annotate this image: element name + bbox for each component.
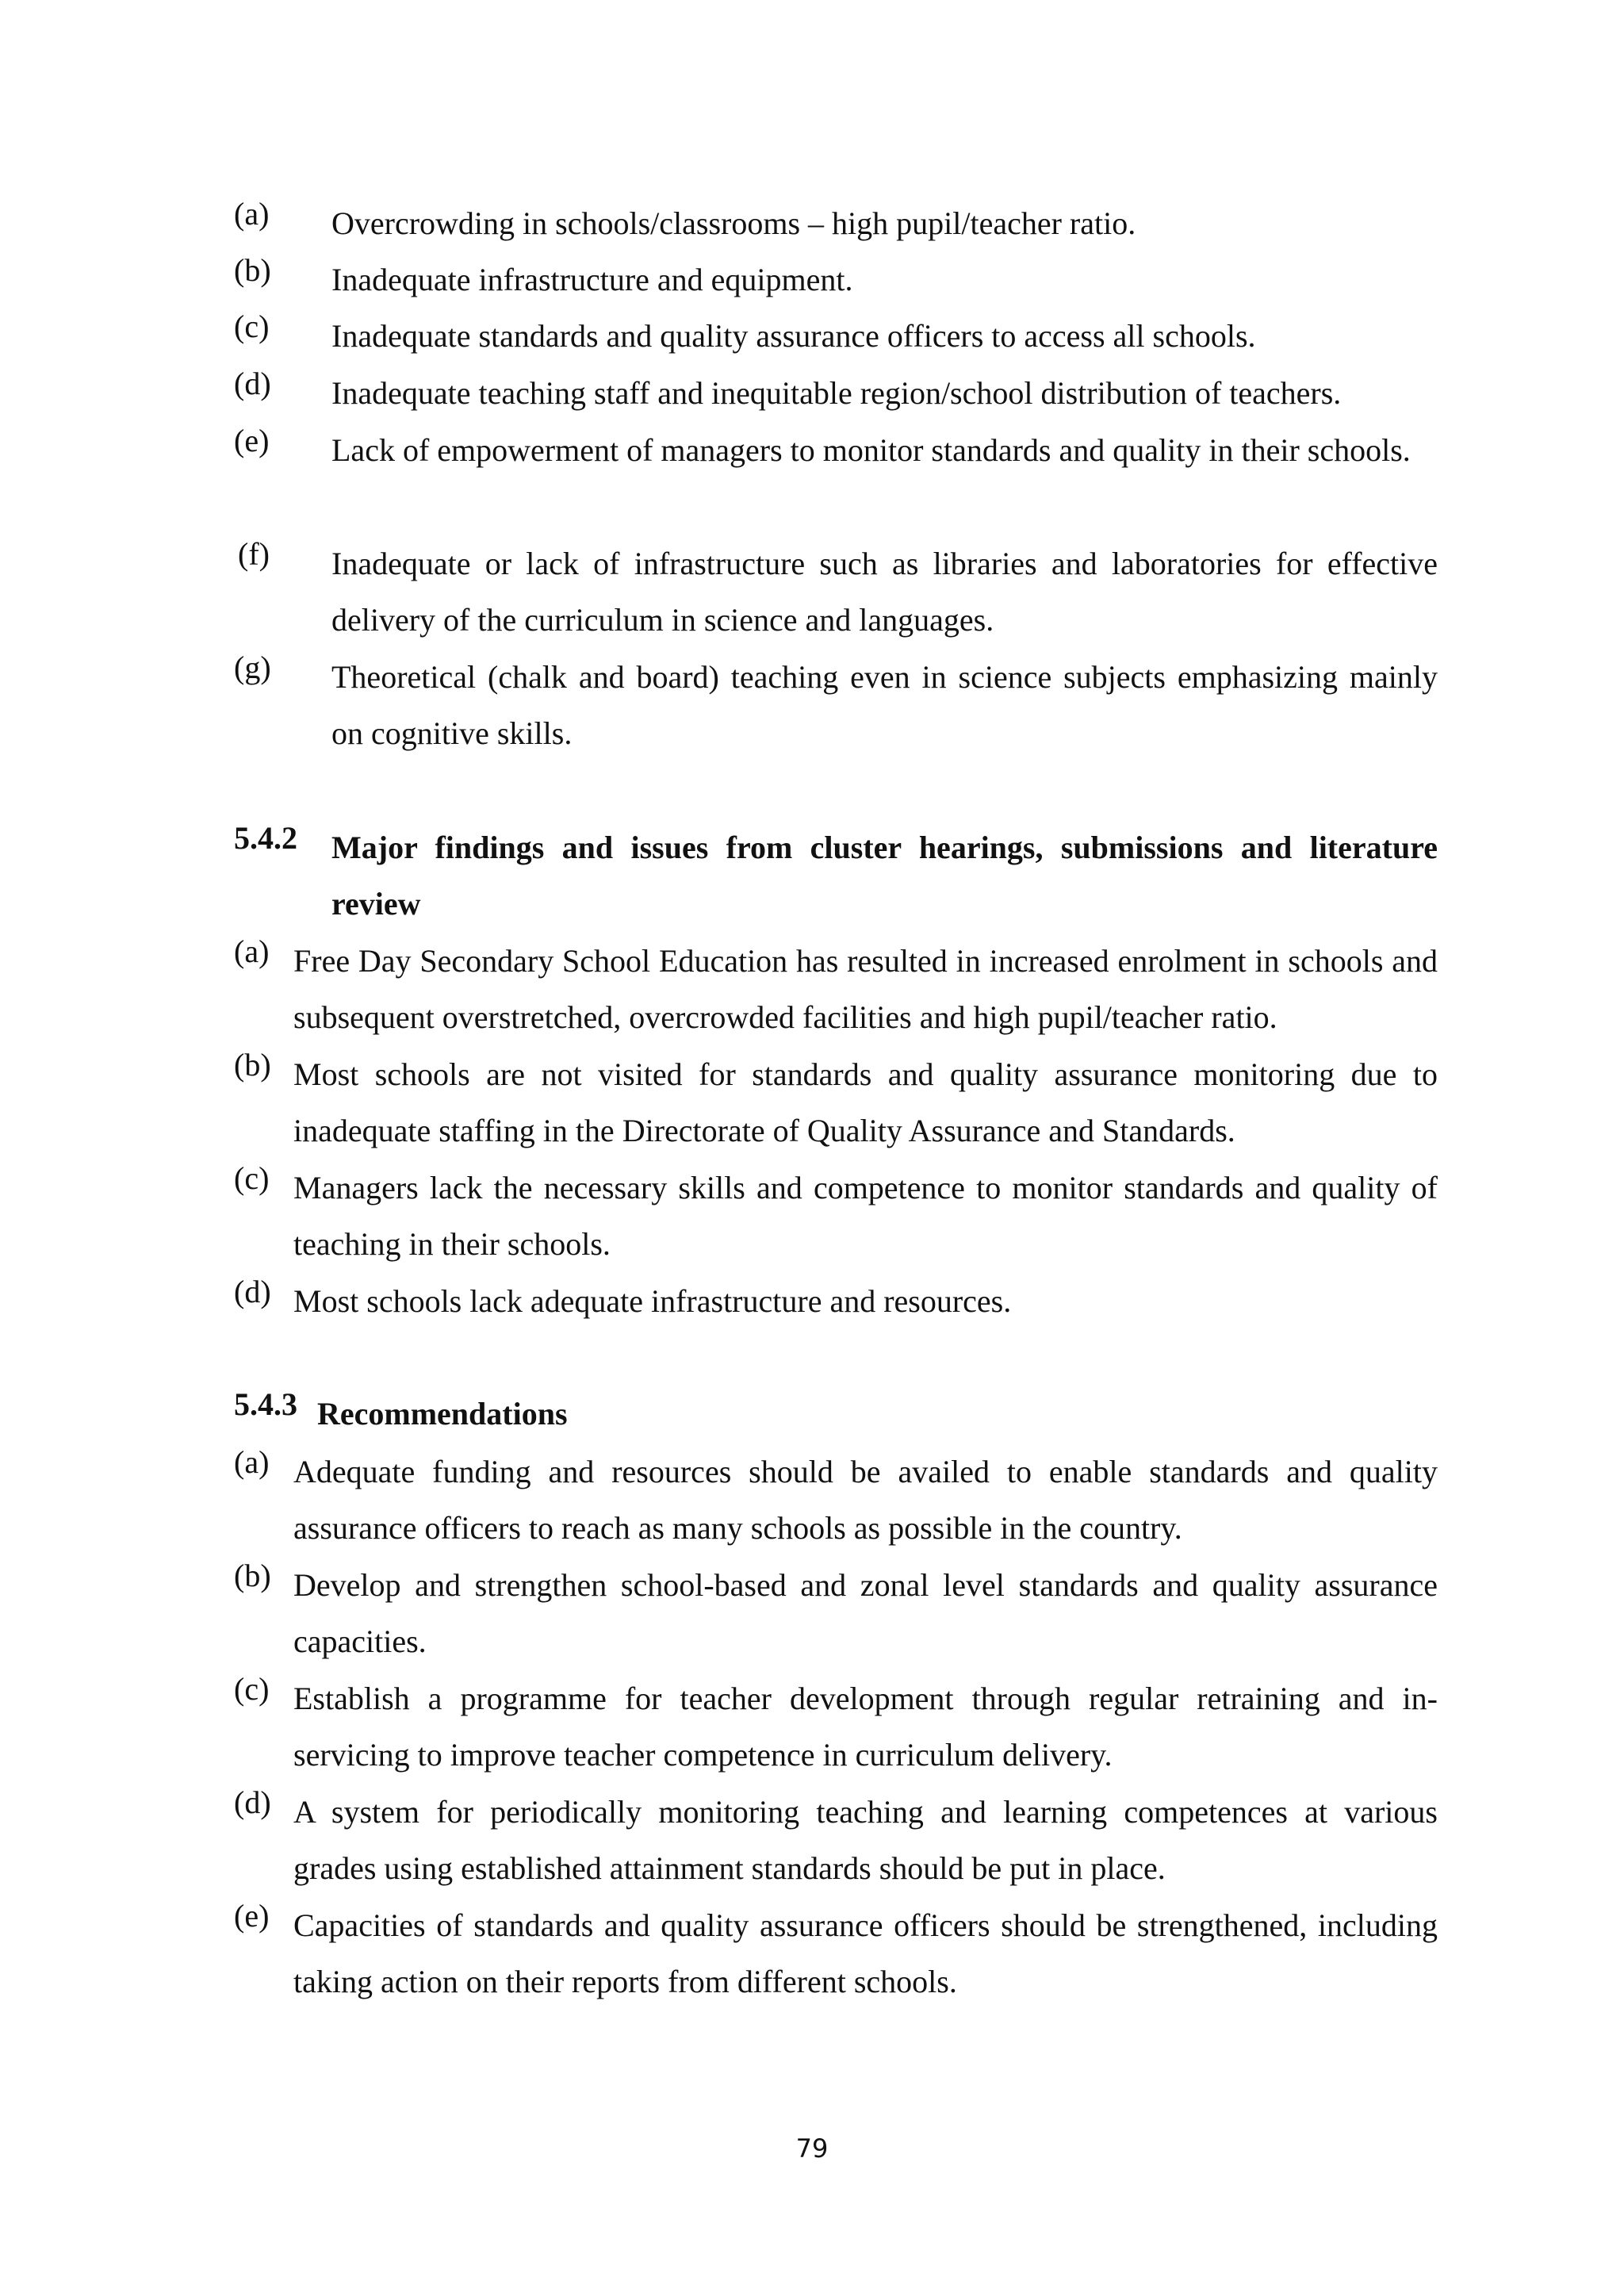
section-number: 5.4.3 (234, 1386, 297, 1422)
list-item-label: (d) (234, 1784, 271, 1820)
list-item-text: Inadequate standards and quality assurance officers to access all schools. (331, 318, 1256, 354)
list-item-label: (e) (234, 1898, 270, 1934)
list-item-text: Free Day Secondary School Education has resulted in increased enrolment in schools and subsequent overstretched, overcrowded facilities and high pupil/teacher ratio. (293, 943, 1438, 1035)
list-item-label: (a) (234, 1444, 270, 1480)
list-item-text: Managers lack the necessary skills and competence to monitor standards and quality of teaching in their schools. (293, 1170, 1438, 1262)
list-item-label: (d) (234, 1274, 271, 1309)
page-number: 79 (795, 2133, 829, 2164)
section-title: Recommendations (317, 1396, 568, 1432)
list-item-text: Most schools are not visited for standards and quality assurance monitoring due to inadequate staffing in the Directorate of Quality Assurance and Standards. (293, 1056, 1438, 1148)
list-item-text: Capacities of standards and quality assurance officers should be strengthened, including taking action on their reports from different schools. (293, 1907, 1438, 1999)
list-item-text: Develop and strengthen school-based and zonal level standards and quality assurance capacities. (293, 1567, 1438, 1659)
list-item-label: (b) (234, 1047, 271, 1083)
section-title: Major findings and issues from cluster hearings, submissions and literature review (331, 830, 1438, 922)
list-item-label: (e) (234, 423, 270, 458)
list-item-label: (a) (234, 933, 270, 969)
list-item-text: Inadequate infrastructure and equipment. (331, 262, 853, 297)
list-item-label: (g) (234, 650, 271, 685)
list-item-text: Adequate funding and resources should be availed to enable standards and quality assurance officers to reach as many schools as possible in the country. (293, 1454, 1438, 1546)
list-item-label: (d) (234, 366, 271, 401)
section-number: 5.4.2 (234, 820, 297, 856)
list-item-label: (b) (234, 252, 271, 288)
list-item-label: (c) (234, 1671, 270, 1707)
list-item-label: (c) (234, 309, 270, 344)
list-item-label: (a) (234, 196, 270, 232)
list-item-text: Establish a programme for teacher development through regular retraining and in-servicing to improve teacher competence in curriculum delivery. (293, 1681, 1438, 1773)
list-item-text: A system for periodically monitoring teaching and learning competences at various grades using established attainment standards should be put in place. (293, 1794, 1438, 1886)
list-item-text: Theoretical (chalk and board) teaching even in science subjects emphasizing mainly on cognitive skills. (331, 659, 1438, 751)
list-item-text: Most schools lack adequate infrastructure and resources. (293, 1283, 1012, 1319)
list-item-label: (c) (234, 1160, 270, 1196)
list-item-label: (b) (234, 1558, 271, 1593)
list-item-text: Lack of empowerment of managers to monitor standards and quality in their schools. (331, 432, 1411, 468)
list-item-text: Overcrowding in schools/classrooms – high pupil/teacher ratio. (331, 205, 1136, 241)
list-item-text: Inadequate teaching staff and inequitable region/school distribution of teachers. (331, 375, 1342, 411)
list-item-label: (f) (238, 536, 270, 572)
list-item-text: Inadequate or lack of infrastructure such as libraries and laboratories for effective delivery of the curriculum in science and languages. (331, 546, 1438, 638)
